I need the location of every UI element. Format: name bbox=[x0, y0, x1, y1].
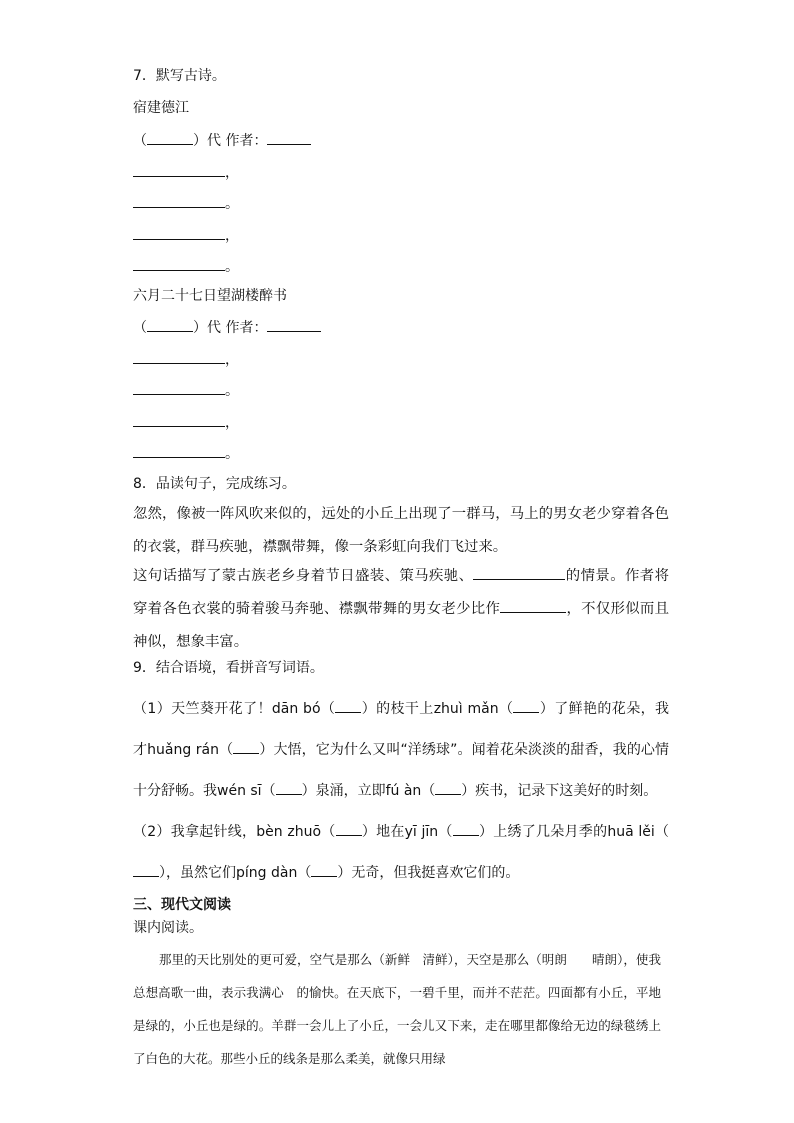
word-blank[interactable] bbox=[335, 698, 361, 713]
word-blank[interactable] bbox=[276, 780, 302, 795]
poem-line-blank[interactable] bbox=[133, 349, 225, 364]
poem1-line-2: 。 bbox=[133, 193, 239, 214]
pinyin: huā lěi bbox=[607, 824, 655, 840]
poem-line-blank[interactable] bbox=[133, 380, 225, 395]
word-blank[interactable] bbox=[435, 780, 461, 795]
poem-line-blank[interactable] bbox=[133, 193, 225, 208]
pinyin: huǎng rán bbox=[147, 742, 219, 758]
word-blank[interactable] bbox=[453, 821, 479, 836]
poem1-line-1: ， bbox=[133, 162, 239, 183]
pinyin: yī jīn bbox=[404, 824, 439, 840]
q7-title: 7．默写古诗。 bbox=[133, 68, 226, 84]
q9-part2: （2）我拿起针线，bèn zhuō（ ）地在yī jīn（ ）上绣了几朵月季的huā lěi（），虽然它们píng dàn（ ）无奇，但我挺喜欢它们的。 bbox=[133, 812, 669, 894]
poem1-line-3: ， bbox=[133, 225, 239, 246]
poem1-line-4: 。 bbox=[133, 256, 239, 277]
dynasty-blank[interactable] bbox=[147, 317, 193, 332]
poem2-line-4: 。 bbox=[133, 443, 239, 464]
pinyin: bèn zhuō bbox=[256, 824, 322, 840]
author-blank[interactable] bbox=[267, 317, 321, 332]
poem2-line-3: ， bbox=[133, 412, 239, 433]
q9-title: 9．结合语境，看拼音写词语。 bbox=[133, 660, 324, 676]
poem2-dynasty-author: （ ）代 作者： bbox=[133, 317, 321, 338]
passage-text: 那里的天比别处的更可爱，空气是那么（新鲜 清鲜），天空是那么（明朗 晴朗），使我总想高歌一曲，表示我满心 的愉快。在天底下，一碧千里，而并不茫茫。四面都有小丘，平地是绿的，小丘也是绿的。羊群一会儿上了小丘，一会儿又下来，走在哪里都像给无边的绿毯绣上了白色的大花。那些小丘的线条是那么柔美，就像只用绿 bbox=[133, 952, 661, 1066]
pinyin: píng dàn bbox=[236, 865, 298, 881]
poem1-name: 宿建德江 bbox=[133, 100, 189, 116]
poem-line-blank[interactable] bbox=[133, 443, 225, 458]
poem2-line-1: ， bbox=[133, 349, 239, 370]
pinyin: zhuì mǎn bbox=[433, 701, 499, 717]
q8-title: 8．品读句子，完成练习。 bbox=[133, 476, 296, 492]
section-heading: 三、现代文阅读 bbox=[133, 897, 231, 913]
q8-quote: 忽然，像被一阵风吹来似的，远处的小丘上出现了一群马，马上的男女老少穿着各色的衣裳，群马疾驰，襟飘带舞，像一条彩虹向我们飞过来。 bbox=[133, 506, 669, 555]
word-blank[interactable] bbox=[133, 862, 159, 877]
q8-answer-blank-1[interactable] bbox=[473, 565, 565, 580]
q9-part1: （1）天竺葵开花了！dān bó（ ）的枝干上zhuì mǎn（ ）了鲜艳的花朵，我才huǎng rán（ ）大悟，它为什么又叫“洋绣球”。闻着花朵淡淡的甜香，我的心情十分舒畅。我wén sī（ ）泉涌，立即fú àn（ ）疾书，记录下这美好的时刻。 bbox=[133, 689, 669, 812]
q8-prompt: 这句话描写了蒙古族老乡身着节日盛装、策马疾驰、 的情景。作者将穿着各色衣裳的骑着骏马奔驰、襟飘带舞的男女老少比作 ，不仅形似而且神似，想象丰富。 bbox=[133, 560, 669, 659]
word-blank[interactable] bbox=[513, 698, 539, 713]
poem-line-blank[interactable] bbox=[133, 162, 225, 177]
pinyin: fú àn bbox=[385, 783, 422, 799]
reading-passage bbox=[133, 943, 661, 1075]
poem-line-blank[interactable] bbox=[133, 256, 225, 271]
word-blank[interactable] bbox=[336, 821, 362, 836]
dynasty-blank[interactable] bbox=[147, 130, 193, 145]
q8-answer-blank-2[interactable] bbox=[500, 598, 566, 613]
word-blank[interactable] bbox=[311, 862, 337, 877]
poem2-name: 六月二十七日望湖楼醉书 bbox=[133, 288, 287, 304]
section-subheading: 课内阅读。 bbox=[133, 920, 203, 936]
poem-line-blank[interactable] bbox=[133, 225, 225, 240]
word-blank[interactable] bbox=[233, 739, 259, 754]
poem-line-blank[interactable] bbox=[133, 412, 225, 427]
poem1-dynasty-author: （ ）代 作者： bbox=[133, 130, 311, 151]
pinyin: wén sī bbox=[217, 783, 262, 799]
pinyin: dān bó bbox=[271, 701, 321, 717]
poem2-line-2: 。 bbox=[133, 380, 239, 401]
author-blank[interactable] bbox=[267, 130, 311, 145]
